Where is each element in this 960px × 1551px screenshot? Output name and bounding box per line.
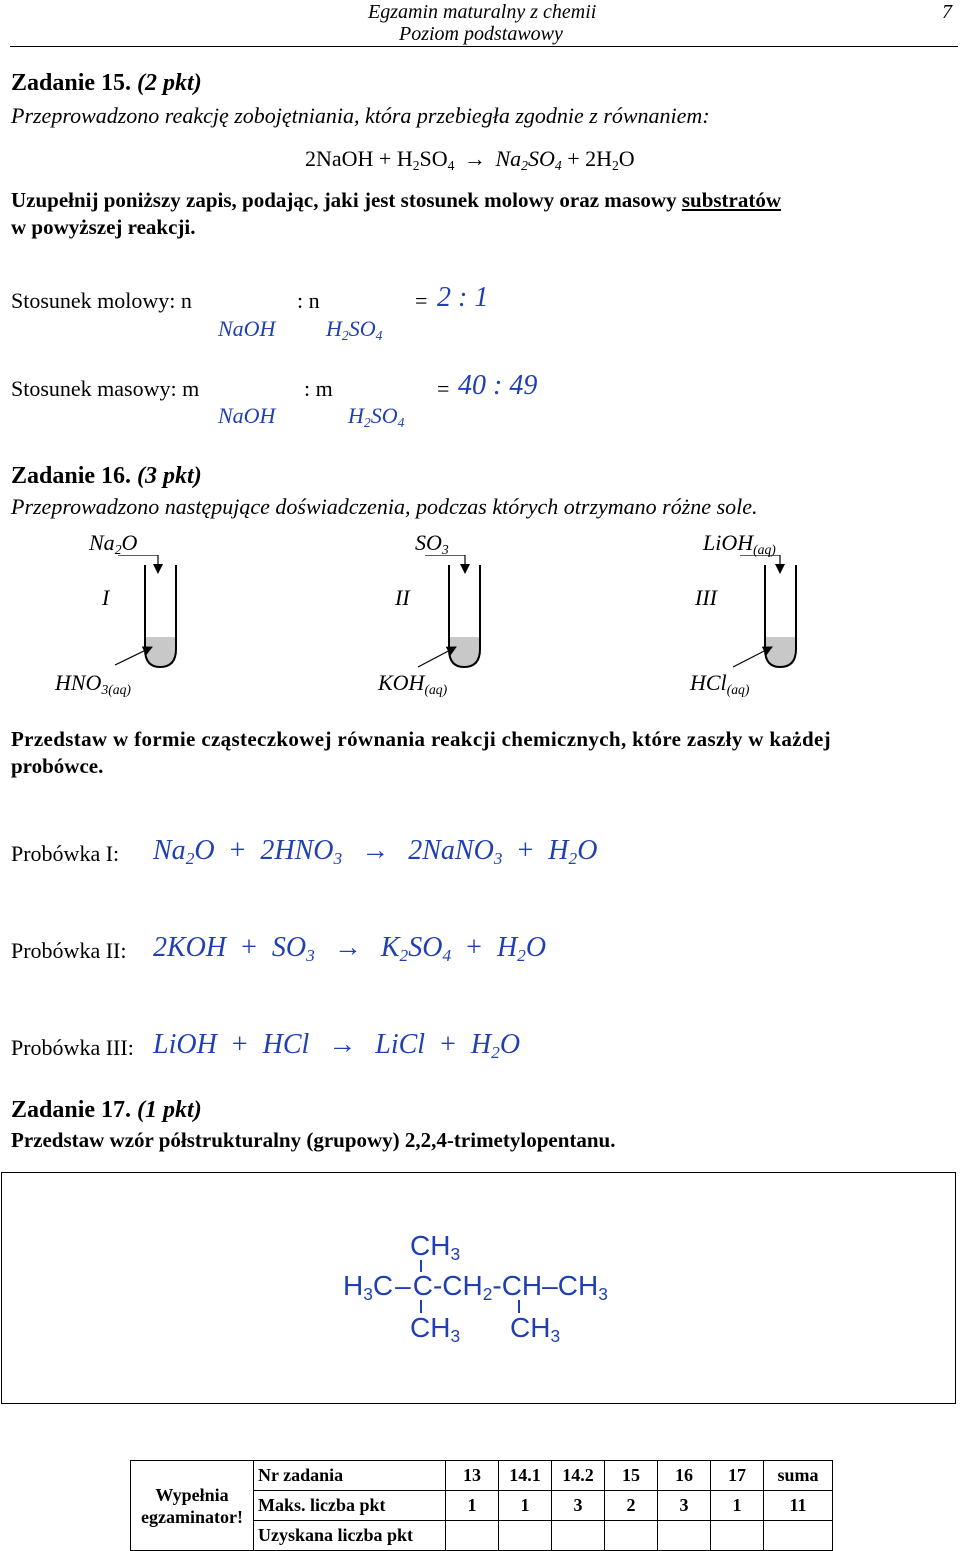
score-input-cell[interactable] bbox=[552, 1521, 605, 1551]
answer2-label: Probówka II: bbox=[11, 938, 127, 963]
score-cell: 14.2 bbox=[552, 1461, 605, 1491]
mass-eq: = bbox=[437, 376, 450, 401]
tube1-top-reagent: $Na_2O$ bbox=[89, 530, 138, 557]
score-input-cell[interactable] bbox=[658, 1521, 711, 1551]
task17-instruction: Przedstaw wzór półstrukturalny (grupowy) 2,2,4-trimetylopentanu. bbox=[11, 1128, 616, 1152]
exam-level: Poziom podstawowy bbox=[399, 23, 563, 45]
task15-intro: Przeprowadzono reakcję zobojętniania, która przebiegła zgodnie z równaniem: bbox=[11, 103, 710, 128]
task16-instruction-line2: probówce. bbox=[11, 754, 104, 778]
arrow-icon: → bbox=[333, 931, 362, 962]
task16-heading: Zadanie 16. (3 pkt) bbox=[11, 463, 202, 489]
score-row-label: Maks. liczba pkt bbox=[254, 1491, 446, 1521]
task15-instruction-line2: w powyższej reakcji. bbox=[11, 215, 196, 239]
score-cell: 15 bbox=[605, 1461, 658, 1491]
molar-label: Stosunek molowy: n bbox=[11, 288, 192, 313]
score-cell: 13 bbox=[446, 1461, 499, 1491]
molar-sub-h2so4: $H_2SO_4$ bbox=[326, 316, 383, 343]
score-cell: 2 bbox=[605, 1491, 658, 1521]
tube3-numeral: III bbox=[695, 585, 717, 610]
score-cell: 1 bbox=[711, 1491, 764, 1521]
score-cell: 3 bbox=[658, 1491, 711, 1521]
score-input-cell[interactable] bbox=[499, 1521, 552, 1551]
molar-sep: : n bbox=[297, 288, 320, 313]
tube1-bottom-reagent: $HNO_{3(aq)}$ bbox=[55, 670, 131, 697]
score-input-cell[interactable] bbox=[711, 1521, 764, 1551]
score-row-label: Nr zadania bbox=[254, 1461, 446, 1491]
score-cell: 14.1 bbox=[499, 1461, 552, 1491]
task15-instruction-line1: Uzupełnij poniższy zapis, podając, jaki jest stosunek molowy oraz masowy substratów bbox=[11, 188, 782, 212]
tube2-numeral: II bbox=[395, 585, 410, 610]
score-table-filler: Wypełnia egzaminator! bbox=[131, 1461, 254, 1551]
formula-main-chain: $H_3C-C-CH_2-CH-CH_3$ bbox=[343, 1270, 608, 1304]
formula-bottom-ch3-2: $CH_3$ bbox=[510, 1312, 561, 1346]
page-number: 7 bbox=[942, 1, 952, 23]
score-cell: 3 bbox=[552, 1491, 605, 1521]
formula-bottom-ch3-1: $CH_3$ bbox=[410, 1312, 461, 1346]
exam-title: Egzamin maturalny z chemii bbox=[368, 1, 597, 23]
answer1-label: Probówka I: bbox=[11, 841, 120, 866]
score-input-cell[interactable] bbox=[764, 1521, 833, 1551]
molar-answer: 2 : 1 bbox=[437, 282, 489, 313]
task15-equation: 2NaOH + $H_2SO_4 \to Na_2SO_4 + 2H_2O$ bbox=[305, 146, 635, 173]
mass-sub-naoh: NaOH bbox=[218, 403, 276, 428]
answer3-equation: LiOH + HCl → LiCl + $H_2O$ bbox=[153, 1028, 521, 1062]
task16-instruction-line1: Przedstaw w formie cząsteczkowej równania reakcji chemicznych, które zaszły w każdej bbox=[11, 727, 831, 751]
score-cell: 1 bbox=[499, 1491, 552, 1521]
score-cell: 1 bbox=[446, 1491, 499, 1521]
tube3-bottom-reagent: HCl$_{(aq)}$ bbox=[690, 670, 750, 697]
mass-sep: : m bbox=[304, 376, 333, 401]
score-cell: 16 bbox=[658, 1461, 711, 1491]
formula-top-ch3: $CH_3$ bbox=[410, 1230, 461, 1264]
task16-intro: Przeprowadzono następujące doświadczenia, podczas których otrzymano różne sole. bbox=[11, 494, 758, 519]
molar-sub-naoh: NaOH bbox=[218, 316, 276, 341]
tube2-bottom-reagent: $KOH_{(aq)}$ bbox=[378, 670, 448, 697]
score-cell: suma bbox=[764, 1461, 833, 1491]
task15-heading: Zadanie 15. (2 pkt) bbox=[11, 70, 202, 96]
mass-label: Stosunek masowy: m bbox=[11, 376, 200, 401]
score-input-cell[interactable] bbox=[605, 1521, 658, 1551]
arrow-icon: → bbox=[328, 1028, 357, 1059]
mass-sub-h2so4: $H_2SO_4$ bbox=[348, 403, 405, 430]
arrow-icon: → bbox=[463, 146, 486, 171]
tube3-top-reagent: LiOH$_{(aq)}$ bbox=[703, 530, 776, 557]
tube1-numeral: I bbox=[102, 585, 110, 610]
score-cell: 17 bbox=[711, 1461, 764, 1491]
molar-eq: = bbox=[415, 288, 428, 313]
mass-answer: 40 : 49 bbox=[458, 370, 538, 401]
score-row-label: Uzyskana liczba pkt bbox=[254, 1521, 446, 1551]
score-input-cell[interactable] bbox=[446, 1521, 499, 1551]
task17-heading: Zadanie 17. (1 pkt) bbox=[11, 1097, 202, 1123]
score-cell: 11 bbox=[764, 1491, 833, 1521]
answer2-equation: $2KOH + SO_3 \to K_2SO_4 + H_2O$ bbox=[153, 931, 547, 965]
score-table bbox=[130, 1460, 833, 1551]
tube2-top-reagent: $SO_3$ bbox=[415, 530, 449, 557]
answer3-label: Probówka III: bbox=[11, 1035, 134, 1060]
arrow-icon: → bbox=[361, 834, 390, 865]
answer1-equation: $Na_2O + 2HNO_3$ → 2NaNO$_3$ + $H_2O$ bbox=[153, 834, 598, 868]
